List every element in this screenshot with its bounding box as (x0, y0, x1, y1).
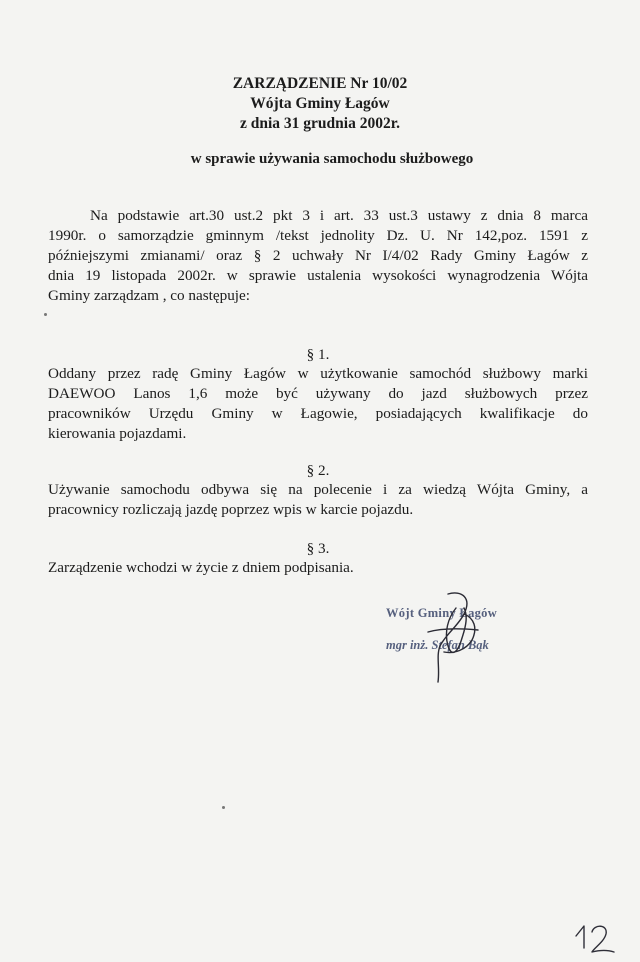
document-title: ZARZĄDZENIE Nr 10/02 (232, 75, 408, 92)
scan-speck (222, 806, 225, 809)
date-line: z dnia 31 grudnia 2002r. (239, 115, 401, 132)
stamp-title: Wójt Gminy Łagów (386, 606, 498, 620)
section-2-label: § 2. (306, 462, 330, 479)
section-1-label: § 1. (306, 346, 330, 363)
section-line: pracownicy rozliczają jazdę poprzez wpis w karcie pojazdu. (48, 501, 414, 518)
handwritten-signature (418, 588, 498, 688)
section-3-body (48, 558, 588, 578)
section-line: pracowników Urzędu Gminy w Łagowie, posiadających kwalifikacje do (48, 405, 588, 422)
section-line: Używanie samochodu odbywa się na polecenie i za wiedzą Wójta Gminy, a (48, 481, 588, 498)
preamble-line: Na podstawie art.30 ust.2 pkt 3 i art. 33 ust.3 ustawy z dnia 8 marca (90, 207, 588, 224)
section-line: kierowania pojazdami. (48, 425, 187, 442)
preamble-line: 1990r. o samorządzie gminnym /tekst jednolity Dz. U. Nr 142,poz. 1591 z (48, 227, 588, 244)
preamble-line: Gminy zarządzam , co następuje: (48, 287, 250, 304)
section-3-label: § 3. (306, 540, 330, 557)
preamble-line: dnia 19 listopada 2002r. w sprawie ustalenia wysokości wynagrodzenia Wójta (48, 267, 588, 284)
handwritten-page-number (572, 922, 618, 956)
stamp-name: mgr inż. Stefan Bąk (386, 638, 489, 652)
preamble-line: późniejszymi zmianami/ oraz § 2 uchwały Nr I/4/02 Rady Gminy Łagów z (48, 247, 588, 264)
section-line: Oddany przez radę Gminy Łagów w użytkowanie samochód służbowy marki (48, 365, 588, 382)
issuer-line: Wójta Gminy Łagów (250, 95, 390, 112)
section-2-body (48, 480, 588, 520)
preamble-paragraph (48, 206, 588, 306)
section-line: Zarządzenie wchodzi w życie z dniem podpisania. (48, 559, 354, 576)
scan-speck (44, 313, 47, 316)
section-1-body (48, 364, 588, 444)
subject-line: w sprawie używania samochodu służbowego (190, 151, 474, 167)
section-line: DAEWOO Lanos 1,6 może być używany do jazd służbowych przez (48, 385, 588, 402)
